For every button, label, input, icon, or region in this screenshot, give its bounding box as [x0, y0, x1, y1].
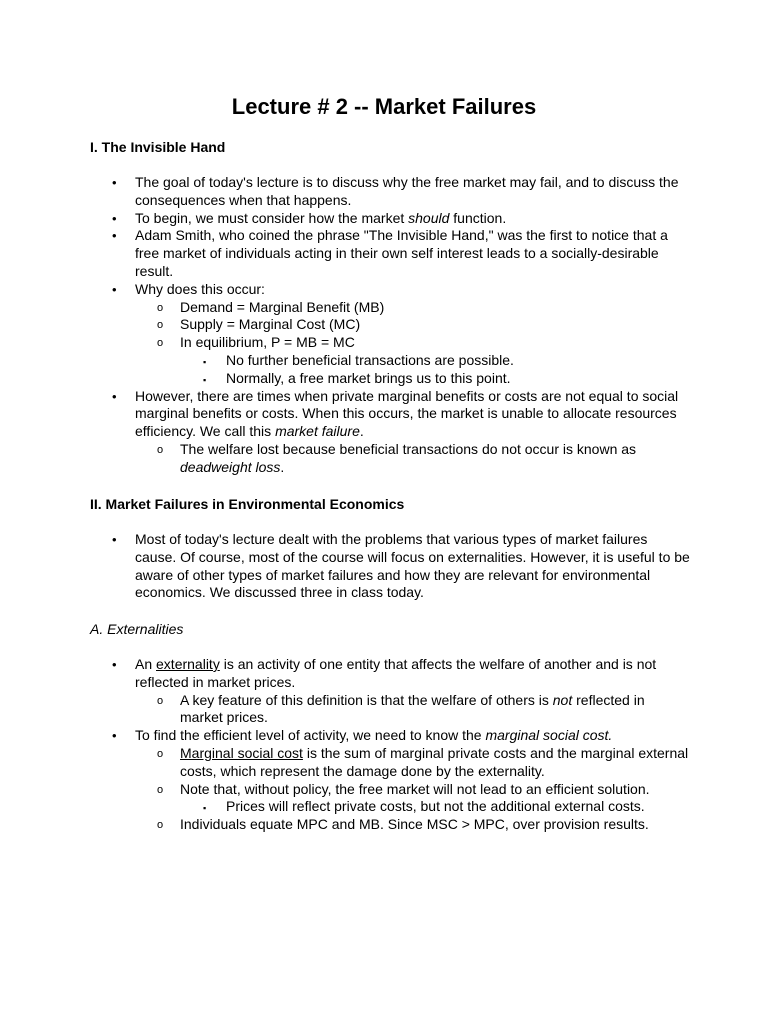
- list-item: [90, 781, 690, 799]
- list-item-text: Why does this occur:: [135, 280, 265, 297]
- bullet-marker: o: [157, 337, 164, 350]
- list-item-text: Marginal social cost is the sum of marginal private costs and the marginal external costs, which represent the damage done by the externality.: [180, 744, 689, 779]
- externalities-list: [90, 656, 690, 834]
- list-item-text: Supply = Marginal Cost (MC): [180, 316, 361, 333]
- list-item: [90, 745, 690, 781]
- subsection-heading-externalities: A. Externalities: [90, 621, 184, 637]
- list-item: [90, 727, 690, 745]
- list-item: [90, 531, 690, 602]
- section2-intro-list: [90, 531, 690, 602]
- bullet-marker: •: [112, 657, 117, 672]
- list-item: [90, 281, 690, 299]
- list-item-text: Most of today's lecture dealt with the problems that various types of market failures cause. Of course, most of the course will focus on externalities. However, it is useful to be aware of other types of market failures and how they are relevant for environmental economics. We discussed three in class today.: [135, 531, 690, 601]
- list-item-text: The goal of today's lecture is to discuss why the free market may fail, and to discuss the consequences when that happens.: [135, 174, 679, 208]
- bullet-marker: •: [112, 532, 117, 547]
- list-item-text: The welfare lost because beneficial transactions do not occur is known as deadweight loss.: [180, 440, 637, 475]
- list-item: [90, 370, 690, 388]
- bullet-marker: o: [157, 783, 164, 796]
- list-item: [90, 692, 690, 728]
- list-item-text: To find the efficient level of activity, we need to know the marginal social cost.: [135, 727, 613, 744]
- list-item: [90, 798, 690, 816]
- list-item: [90, 352, 690, 370]
- page-title: Lecture # 2 -- Market Failures: [231, 94, 537, 119]
- list-item-text: In equilibrium, P = MB = MC: [180, 334, 355, 351]
- bullet-marker: •: [112, 388, 117, 404]
- list-item: [90, 441, 690, 477]
- list-item-text: Prices will reflect private costs, but not the additional external costs.: [226, 798, 645, 815]
- section-heading-invisible-hand: I. The Invisible Hand: [90, 139, 226, 155]
- section-heading-market-failures: II. Market Failures in Environmental Economics: [90, 496, 405, 512]
- list-item: [90, 227, 690, 280]
- list-item: [90, 816, 690, 834]
- bullet-marker: o: [157, 301, 164, 314]
- list-item: [90, 210, 690, 228]
- bullet-marker: •: [112, 228, 117, 244]
- list-item-text: To begin, we must consider how the market should function.: [135, 209, 507, 226]
- bullet-marker: •: [112, 210, 117, 226]
- bullet-marker: •: [112, 175, 117, 190]
- section1-list: [90, 174, 690, 477]
- list-item-text: Individuals equate MPC and MB. Since MSC > MPC, over provision results.: [180, 816, 649, 833]
- bullet-marker: o: [157, 819, 164, 832]
- list-item: [90, 174, 690, 210]
- list-item: [90, 334, 690, 352]
- list-item-text: Note that, without policy, the free market will not lead to an efficient solution.: [180, 780, 650, 797]
- list-item-text: Normally, a free market brings us to this point.: [226, 369, 511, 386]
- bullet-marker: •: [112, 728, 117, 744]
- list-item-text: Adam Smith, who coined the phrase "The Invisible Hand," was the first to notice that a free market of individuals acting in their own self interest leads to a socially-desirable result.: [135, 227, 668, 279]
- bullet-marker: o: [157, 443, 164, 456]
- bullet-marker: o: [157, 747, 164, 760]
- bullet-marker: •: [112, 281, 117, 297]
- bullet-marker: o: [157, 319, 164, 332]
- list-item-text: No further beneficial transactions are possible.: [226, 351, 514, 368]
- bullet-marker: ▪: [203, 374, 207, 385]
- list-item-text: A key feature of this definition is that the welfare of others is not reflected in market prices.: [180, 691, 645, 726]
- bullet-marker: ▪: [203, 803, 207, 814]
- list-item: [90, 299, 690, 317]
- list-item: [90, 388, 690, 441]
- list-item: [90, 656, 690, 692]
- bullet-marker: ▪: [203, 356, 207, 367]
- list-item-text: Demand = Marginal Benefit (MB): [180, 298, 385, 315]
- list-item-text: An externality is an activity of one entity that affects the welfare of another and is not reflected in market prices.: [135, 656, 657, 690]
- list-item-text: However, there are times when private marginal benefits or costs are not equal to social marginal benefits or costs. When this occurs, the market is unable to allocate resources efficiency. We call this market failure.: [135, 387, 679, 440]
- list-item: [90, 316, 690, 334]
- bullet-marker: o: [157, 694, 164, 707]
